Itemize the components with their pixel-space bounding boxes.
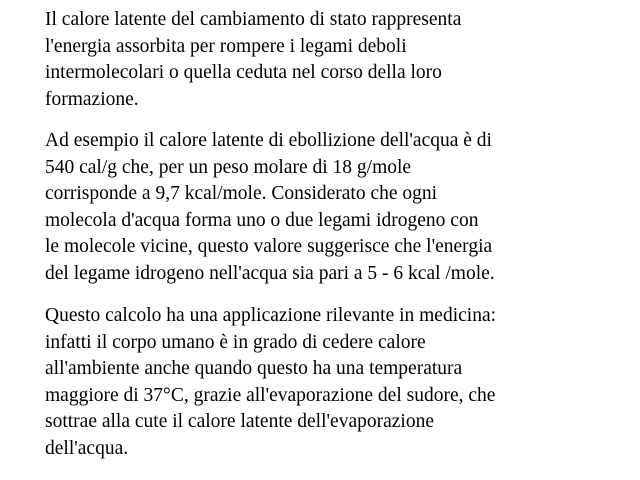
text-line: formazione. [45, 88, 139, 110]
text-line: Il calore latente del cambiamento di stato rappresenta [45, 9, 462, 30]
text-line: sottrae alla cute il calore latente dell'evaporazione [45, 411, 434, 432]
paragraph-water-boiling-example [45, 128, 635, 287]
text-line: dell'acqua. [45, 437, 129, 459]
text-line: le molecole vicine, questo valore suggerisce che l'energia [45, 236, 493, 257]
text-line: 540 cal/g che, per un peso molare di 18 g/mole [45, 156, 412, 178]
text-line: Ad esempio il calore latente di ebollizione dell'acqua è di [45, 130, 492, 151]
paragraph-medical-application [45, 303, 635, 462]
text-line: infatti il corpo umano è in grado di cedere calore [45, 331, 426, 353]
text-line: intermolecolari o quella ceduta nel corso della loro [45, 62, 442, 83]
paragraph-latent-heat-definition [45, 7, 635, 113]
text-line: Questo calcolo ha una applicazione rilevante in medicina: [45, 305, 497, 326]
text-line: l'energia assorbita per rompere i legami deboli [45, 35, 407, 57]
text-line: corrisponde a 9,7 kcal/mole. Considerato che ogni [45, 183, 438, 204]
text-line: maggiore di 37°C, grazie all'evaporazione del sudore, che [45, 384, 496, 406]
text-line: molecola d'acqua forma uno o due legami idrogeno con [45, 209, 479, 231]
text-line: all'ambiente anche quando questo ha una temperatura [45, 358, 463, 379]
text-line: del legame idrogeno nell'acqua sia pari a 5 - 6 kcal /mole. [45, 262, 495, 284]
